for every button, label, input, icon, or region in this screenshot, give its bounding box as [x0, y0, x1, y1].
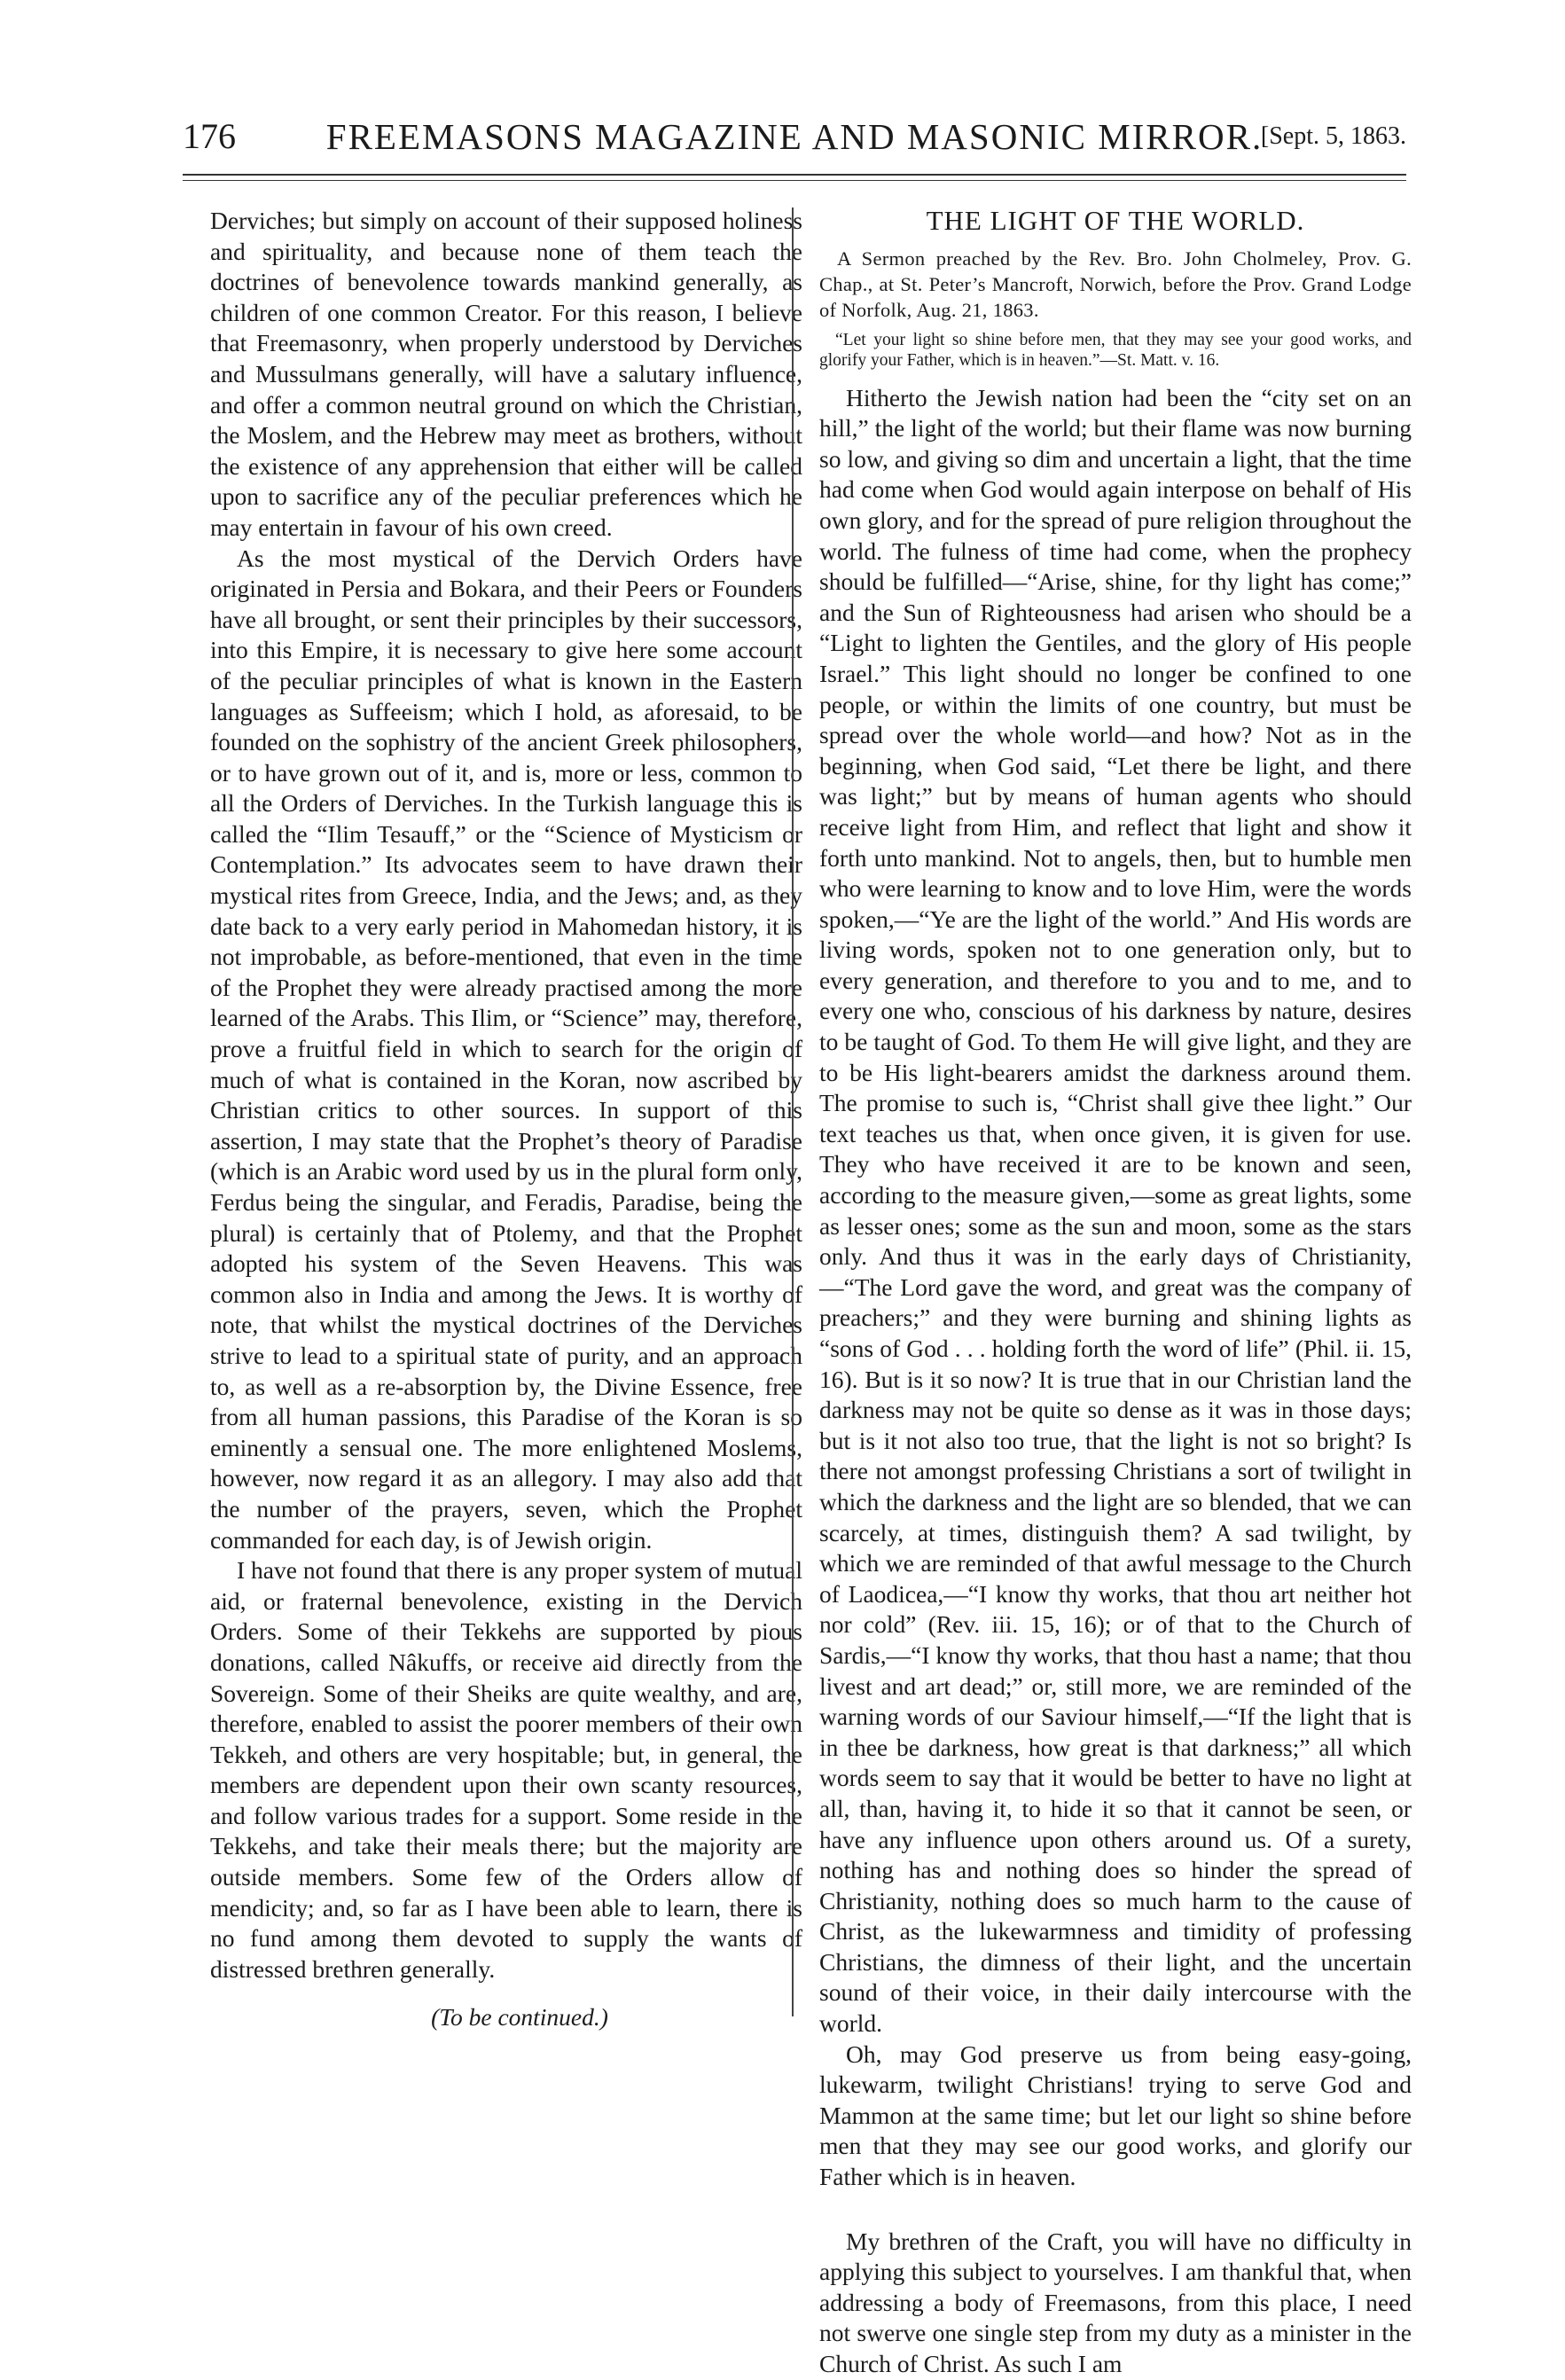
- article-paragraph: Derviches; but simply on account of their supposed holiness and spirituality, and because none of them teach the doctrines of benevolence towards mankind generally, as children of one common Creator. For this reason, I believe that Freemasonry, when properly understood by Derviches and Mussulmans generally, will have a salutary influence, and offer a common neutral ground on which the Christian, the Moslem, and the Hebrew may meet as brothers, without the existence of any apprehension that either will be called upon to sacrifice any of the peculiar preferences which he may entertain in favour of his own creed.: [210, 207, 802, 541]
- page-header: [183, 115, 1406, 168]
- right-column: [819, 205, 1412, 2377]
- article-paragraph: As the most mystical of the Dervich Orders have originated in Persia and Bokara, and their Peers or Founders have all brought, or sent their principles by their successors, into this Empire, it is necessary to give here some account of the peculiar principles of what is known in the Eastern languages as Suffeeism; which I hold, as aforesaid, to be founded on the sophistry of the ancient Greek philosophers, or to have grown out of it, and is, more or less, common to all the Orders of Derviches. In the Turkish language this is called the “Ilim Tesauff,” or the “Science of Mysticism or Contemplation.” Its advocates seem to have drawn their mystical rites from Greece, India, and the Jews; and, as they date back to a very early period in Mahomedan history, it is not improbable, as before-mentioned, that even in the time of the Prophet they were already practised among the more learned of the Arabs. This Ilim, or “Science” may, therefore, prove a fruitful field in which to search for the origin of much of what is contained in the Koran, now ascribed by Christian critics to other sources. In support of this assertion, I may state that the Prophet’s theory of Paradise (which is an Arabic word used by us in the plural form only, Ferdus being the singular, and Feradis, Paradise, being the plural) is certainly that of Ptolemy, and that the Prophet adopted his system of the Seven Heavens. This was common also in India and among the Jews. It is worthy of note, that whilst the mystical doctrines of the Derviches strive to lead to a spiritual state of purity, and an approach to, as well as a re-absorption by, the Divine Essence, free from all human passions, this Paradise of the Koran is so eminently a sensual one. The more enlightened Moslems, however, now regard it as an allegory. I may also add that the number of the prayers, seven, which the Prophet commanded for each day, is of Jewish origin.: [210, 544, 802, 1554]
- magazine-title: FREEMASONS MAGAZINE AND MASONIC MIRROR.: [325, 116, 1264, 157]
- left-column: [210, 206, 802, 2032]
- sermon-byline: A Sermon preached by the Rev. Bro. John Cholmeley, Prov. G. Chap., at St. Peter’s Mancroft, Norwich, before the Prov. Grand Lodge of Norfolk, Aug. 21, 1863.: [819, 247, 1412, 321]
- sermon-paragraph: Hitherto the Jewish nation had been the “city set on an hill,” the light of the world; but their flame was now burning so low, and giving so dim and uncertain a light, that the time had come when God would again interpose on behalf of His own glory, and for the spread of pure religion throughout the world. The fulness of time had come, when the prophecy should be fulfilled—“Arise, shine, for thy light has come;” and the Sun of Righteousness had arisen who should be a “Light to lighten the Gentiles, and the glory of His people Israel.” This light should no longer be confined to one people, or within the limits of one country, but must be spread over the whole world—and how? Not as in the beginning, when God said, “Let there be light, and there was light;” but by means of human agents who should receive light from Him, and reflect that light and show it forth unto mankind. Not to angels, then, but to humble men who were learning to know and to love Him, were the words spoken,—“Ye are the light of the world.” And His words are living words, spoken not to one generation only, but to every generation, and therefore to you and to me, and to every one who, conscious of his darkness by nature, desires to be taught of God. To them He will give light, and they are to be His light-bearers amidst the darkness around them. The promise to such is, “Christ shall give thee light.” Our text teaches us that, when once given, it is given for use. They who have received it are to be known and seen, according to the measure given,—some as great lights, some as lesser ones; some as the sun and moon, some as the stars only. And thus it was in the early days of Christianity,—“The Lord gave the word, and great was the company of preachers;” and they were burning and shining lights as “sons of God . . . holding forth the word of life” (Phil. ii. 15, 16). But is it so now? It is true that in our Christian land the darkness may not be quite so dense as it was in those days; but is it not also too true, that the light is not so bright? Is there not amongst professing Christians a sort of twilight in which the darkness and the light are so blended, that we can scarcely, at times, distinguish them? A sad twilight, by which we are reminded of that awful message to the Church of Laodicea,—“I know thy works, that thou art neither hot nor cold” (Rev. iii. 15, 16); or of that to the Church of Sardis,—“I know thy works, that thou hast a name; that thou livest and art dead;” or, still more, we are reminded of the warning words of our Saviour himself,—“If the light that is in thee be darkness, how great is that darkness;” all which words seem to say that it would be better to have no light at all, than, having it, to hide it so that it cannot be seen, or have any influence upon others around us. Of a surety, nothing has and nothing does so hinder the spread of Christianity, nothing does so much harm to the cause of Christ, as the lukewarmness and timidity of professing Christians, the dimness of their light, and the uncertain sound of their voice, in their daily intercourse with the world.: [819, 383, 1412, 2038]
- header-rule-thin: [183, 180, 1406, 181]
- column-divider: [792, 207, 794, 2016]
- sermon-paragraph: Oh, may God preserve us from being easy-going, lukewarm, twilight Christians! trying to serve God and Mammon at the same time; but let our light so shine before men that they may see our good works, and glorify our Father which is in heaven.: [819, 2039, 1412, 2191]
- page-number: 176: [183, 116, 236, 156]
- sermon-title: THE LIGHT OF THE WORLD.: [926, 205, 1305, 236]
- header-rule-thick: [183, 174, 1406, 176]
- to-be-continued: (To be continued.): [431, 2003, 608, 2032]
- scripture-epigraph: “Let your light so shine before men, that they may see your good works, and glorify your Father, which is in heaven.”—St. Matt. v. 16.: [819, 330, 1412, 370]
- article-paragraph: I have not found that there is any proper system of mutual aid, or fraternal benevolence, existing in the Dervich Orders. Some of their Tekkehs are supported by pious donations, called Nâkuffs, or receive aid directly from the Sovereign. Some of their Sheiks are quite wealthy, and are, therefore, enabled to assist the poorer members of their own Tekkeh, and others are very hospitable; but, in general, the members are dependent upon their own scanty resources, and follow various trades for a support. Some reside in the Tekkehs, and take their meals there; but the majority are outside members. Some few of the Orders allow of mendicity; and, so far as I have been able to learn, there is no fund among them devoted to supply the wants of distressed brethren generally.: [210, 1556, 802, 1983]
- issue-date: [Sept. 5, 1863.: [1260, 122, 1406, 150]
- section-gap: [819, 2193, 1412, 2227]
- sermon-paragraph: My brethren of the Craft, you will have no difficulty in applying this subject to yourselves. I am thankful that, when addressing a body of Freemasons, from this place, I need not swerve one single step from my duty as a minister in the Church of Christ. As such I am: [819, 2227, 1412, 2377]
